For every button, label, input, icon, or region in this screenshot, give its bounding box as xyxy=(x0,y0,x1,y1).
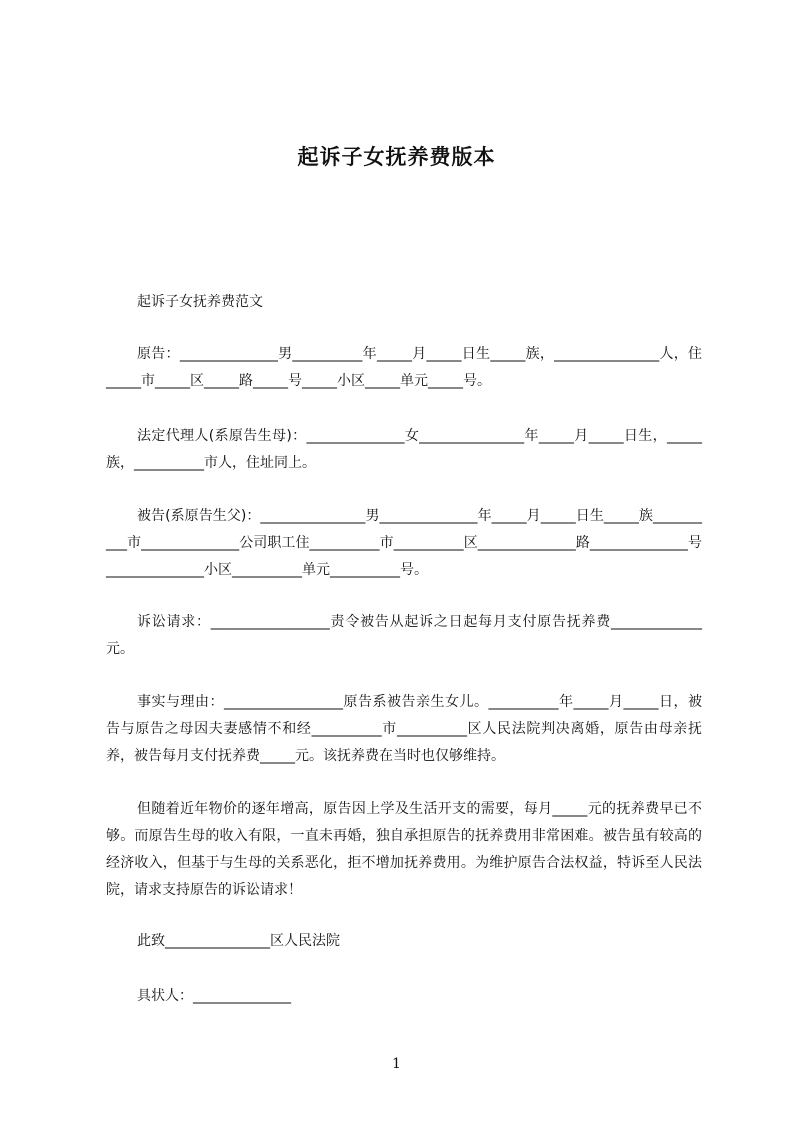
paragraph-argument: 但随着近年物价的逐年增高，原告因上学及生活开支的需要，每月_____元的抚养费早已不够。而原告生母的收入有限，一直未再婚，独自承担原告的抚养费用非常困难。被告虽有较高的经济收入，但基于与生母的关系恶化，拒不增加抚养费用。为维护原告合法权益，特诉至人民法院，请求支持原告的诉讼请求！ xyxy=(106,801,702,898)
signature-line: 具状人：______________ xyxy=(137,988,291,1004)
paragraph-facts-reasons: 事实与理由：_________________原告系被告亲生女儿。__________年_____月_____日，被告与原告之母因夫妻感情不和经__________市__________区人民法院判决离婚，原告由母亲抚养，被告每月支付抚养费_____元。该抚养费在当时也仅够维持。 xyxy=(106,694,702,764)
paragraph-defendant: 被告(系原告生父)：_______________男______________年_____月_____日生_____族__________市______________公司职工住__________市__________区______________路______________号______________小区__________单元__________号。 xyxy=(106,508,702,578)
paragraph-legal-representative: 法定代理人(系原告生母)：______________女_______________年_____月_____日生，_____族，__________市人，住址同上。 xyxy=(106,428,702,471)
paragraph-claims: 诉讼请求：_________________责令被告从起诉之日起每月支付原告抚养费_____________元。 xyxy=(106,614,702,657)
paragraph-plaintiff: 原告：______________男__________年_____月_____日生_____族，_______________人，住_____市_____区_____路_____号_____小区_____单元_____号。 xyxy=(106,346,702,389)
document-subtitle: 起诉子女抚养费范文 xyxy=(137,294,263,310)
page-number: 1 xyxy=(392,1056,401,1072)
closing-line: 此致_______________区人民法院 xyxy=(137,933,340,949)
document-title: 起诉子女抚养费版本 xyxy=(297,145,496,169)
